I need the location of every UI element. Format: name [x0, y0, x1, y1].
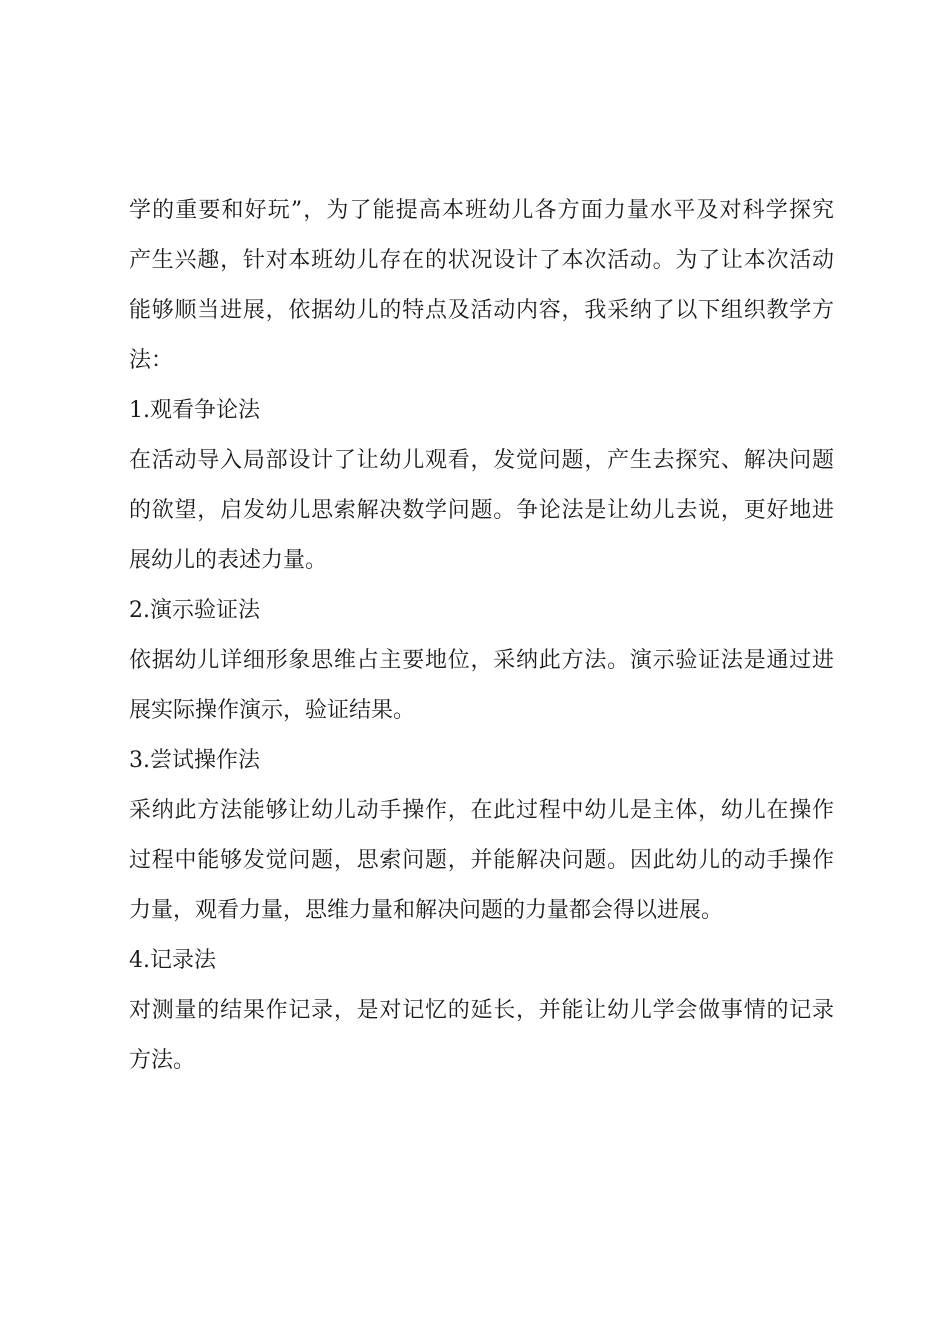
paragraph-line: 产生兴趣，针对本班幼儿存在的状况设计了本次活动。为了让本次活动	[129, 248, 834, 273]
section-heading: 3.尝试操作法	[129, 748, 260, 773]
paragraph-line: 法：	[129, 348, 174, 373]
section-heading: 2.演示验证法	[129, 598, 260, 623]
paragraph-line: 展实际操作演示，验证结果。	[129, 698, 416, 723]
paragraph-line: 在活动导入局部设计了让幼儿观看，发觉问题，产生去探究、解决问题	[129, 448, 834, 473]
paragraph-line: 采纳此方法能够让幼儿动手操作，在此过程中幼儿是主体，幼儿在操作	[129, 798, 834, 823]
section-heading: 4.记录法	[129, 948, 216, 973]
paragraph-line: 过程中能够发觉问题，思索问题，并能解决问题。因此幼儿的动手操作	[129, 848, 834, 873]
paragraph-line: 展幼儿的表述力量。	[129, 548, 328, 573]
paragraph-line: 的欲望，启发幼儿思索解决数学问题。争论法是让幼儿去说，更好地进	[129, 498, 834, 523]
paragraph-line: 能够顺当进展，依据幼儿的特点及活动内容，我采纳了以下组织教学方	[129, 298, 834, 323]
paragraph-line: 依据幼儿详细形象思维占主要地位，采纳此方法。演示验证法是通过进	[129, 648, 834, 673]
document-body	[129, 186, 834, 1086]
paragraph-line: 学的重要和好玩”，为了能提高本班幼儿各方面力量水平及对科学探究	[129, 198, 834, 223]
section-heading: 1.观看争论法	[129, 398, 260, 423]
paragraph-line: 方法。	[129, 1048, 196, 1073]
paragraph-line: 对测量的结果作记录，是对记忆的延长，并能让幼儿学会做事情的记录	[129, 998, 834, 1023]
paragraph-line: 力量，观看力量，思维力量和解决问题的力量都会得以进展。	[129, 898, 724, 923]
